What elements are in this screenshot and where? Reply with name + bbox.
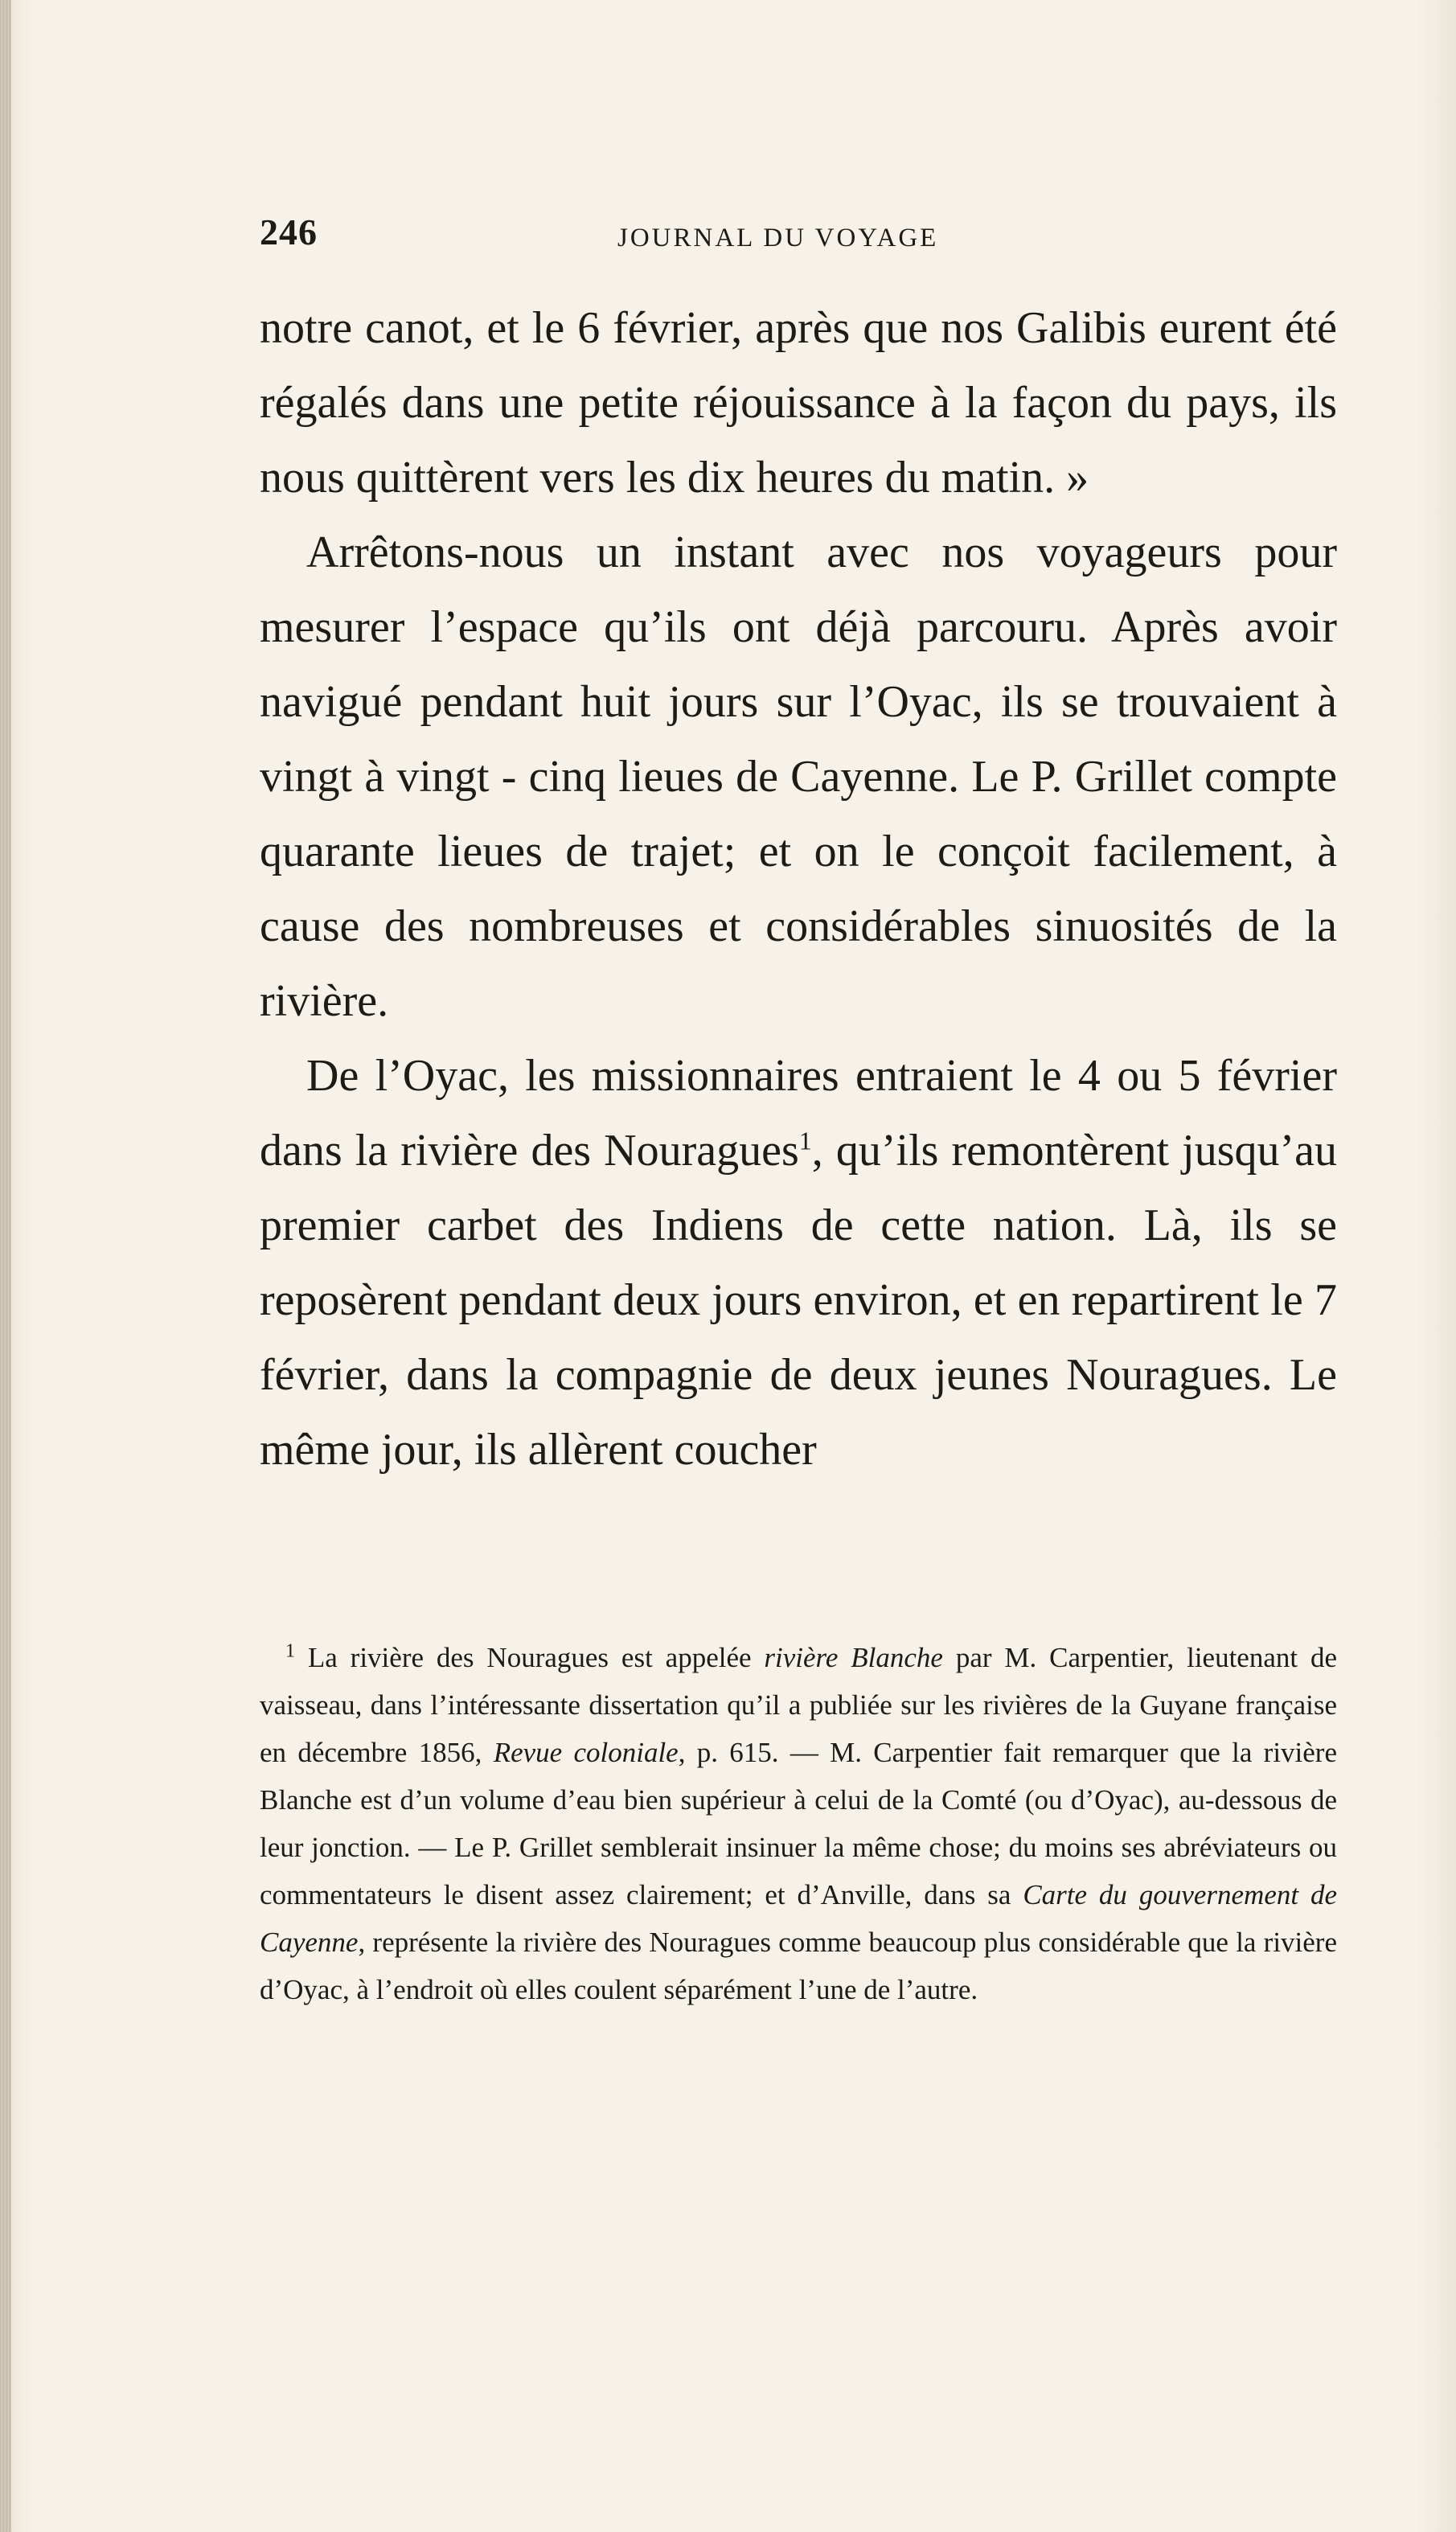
footnote-reference[interactable]: 1 <box>798 1126 812 1155</box>
footnote-italic-3: Carte du gouvernement de Cayenne <box>260 1879 1337 1958</box>
page-number: 246 <box>260 211 318 252</box>
footnote-1 <box>260 1634 1337 2013</box>
paragraph-3 <box>260 1039 1337 1488</box>
page-binding-edge <box>0 0 11 2532</box>
footnote-italic-2: Revue coloniale <box>493 1737 679 1768</box>
main-text <box>260 291 1337 1488</box>
footnote-text-4: , représente la rivière des Nouragues comme beaucoup plus considérable que la rivière d’Oyac, à l’endroit où elles coulent séparément l’une de l’autre. <box>260 1927 1337 2005</box>
paragraph-1: notre canot, et le 6 février, après que nos Galibis eurent été régalés dans une petite réjouissance à la façon du pays, ils nous quittèrent vers les dix heures du matin. » <box>260 303 1337 503</box>
footnote-marker: 1 <box>285 1640 295 1662</box>
paragraph-2: Arrêtons-nous un instant avec nos voyageurs pour mesurer l’espace qu’ils ont déjà parcouru. Après avoir navigué pendant huit jours sur l’Oyac, ils se trouvaient à vingt à vingt - cinq lieues de Cayenne. Le P. Grillet compte quarante lieues de trajet; et on le conçoit facilement, à cause des nombreuses et considérables sinuosités de la rivière. <box>260 527 1337 1026</box>
footnote-text-1: La rivière des Nouragues est appelée <box>307 1642 765 1673</box>
running-head: JOURNAL DU VOYAGE <box>617 224 939 252</box>
footnote-italic-1: rivière Blanche <box>764 1642 943 1673</box>
paragraph-3-text-b: , qu’ils remontèrent jusqu’au premier carbet des Indiens de cette nation. Là, ils se reposèrent pendant deux jours environ, et en repartirent le 7 février, dans la compagnie de deux jeunes Nouragues. Le même jour, ils allèrent coucher <box>260 1126 1337 1475</box>
footnote-text-3: , p. 615. — M. Carpentier fait remarquer que la rivière Blanche est d’un volume d’eau bien supérieur à celui de la Comté (ou d’Oyac), au-dessous de leur jonction. — Le P. Grillet semblerait insinuer la même chose; du moins ses abréviateurs ou commentateurs le disent assez clairement; et d’Anville, dans sa <box>260 1737 1337 1910</box>
footnotes <box>260 1634 1337 2013</box>
paragraph-3-text-a: De l’Oyac, les missionnaires entraient le 4 ou 5 février dans la rivière des Nouragues <box>260 1051 1337 1176</box>
page-header <box>260 211 1337 267</box>
footnote-text-2: par M. Carpentier, lieutenant de vaisseau, dans l’intéressante dissertation qu’il a publiée sur les rivières de la Guyane française en décembre 1856, <box>260 1642 1338 1768</box>
